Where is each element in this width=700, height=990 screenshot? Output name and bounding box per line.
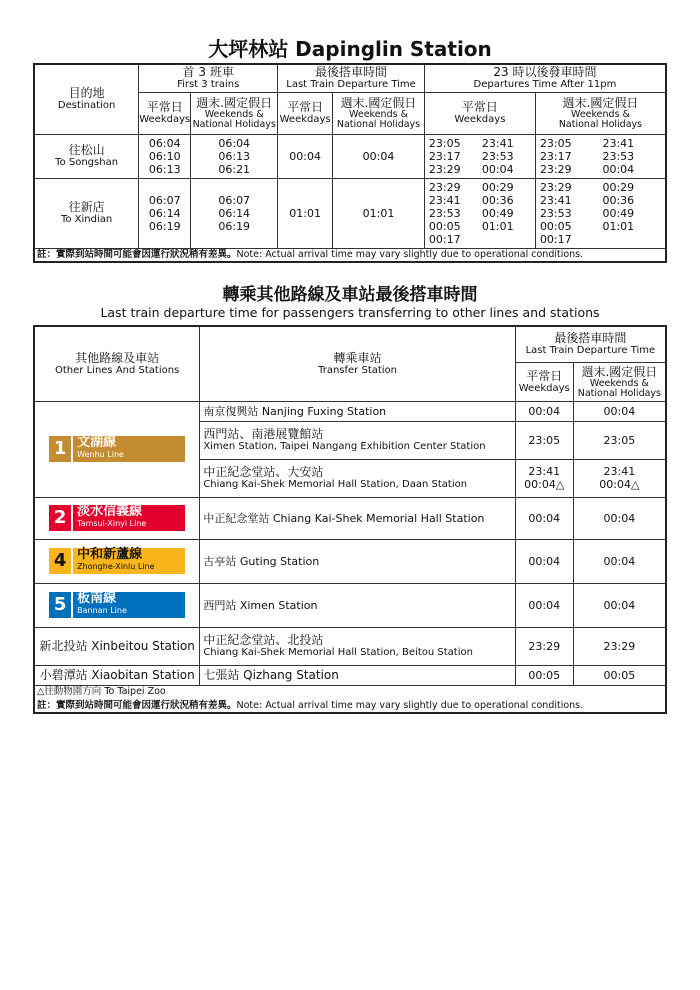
weekday-time: 00:04 [515, 583, 573, 627]
weekday-zh: 平常日 [146, 100, 183, 114]
weekend-time: 00:04 [573, 539, 666, 583]
time: 23:53 [428, 206, 461, 220]
line-name-zh: 文湖線 [77, 435, 117, 450]
weekend-en2: National Holidays [558, 119, 643, 130]
after-11pm-en: Departures Time After 11pm [473, 79, 617, 91]
time: 06:14 [218, 206, 251, 220]
table-row [34, 539, 666, 583]
station-title: 大坪林站 Dapinglin Station [208, 37, 492, 61]
time: 00:17 [428, 232, 461, 246]
time: 06:10 [148, 149, 181, 163]
transfer-station: 南京復興站 Nanjing Fuxing Station [200, 401, 515, 421]
first-weekend-cell [191, 178, 278, 248]
first-weekday-cell [139, 134, 191, 178]
time: 23:41 [481, 136, 514, 150]
last-train-header [278, 64, 425, 92]
weekday-time: 00:04 [515, 497, 573, 539]
time: 23:05 [428, 136, 461, 150]
last-weekend-header [333, 92, 425, 134]
time: 23:41 [602, 136, 635, 150]
table-row [34, 401, 666, 421]
destination-cell [34, 134, 139, 178]
time: 23:17 [539, 149, 572, 163]
last-train-en: Last Train Departure Time [286, 79, 416, 91]
last-train-header [515, 326, 666, 362]
weekend-en1: Weekends & [349, 109, 408, 120]
destination-header-zh: 目的地 [68, 86, 105, 101]
weekday-time: 00:05 [515, 665, 573, 685]
last-weekend-cell: 00:04 [333, 134, 425, 178]
station-zh: 西門站、南港展覽館站 [203, 427, 324, 441]
time: 00:36 [602, 193, 635, 207]
after-weekend-header [535, 92, 666, 134]
first-trains-en: First 3 trains [177, 79, 240, 91]
weekday-en: Weekdays [139, 114, 191, 125]
weekend-time: 23:29 [573, 627, 666, 665]
station-header-zh: 轉乘車站 [333, 350, 382, 365]
weekday-zh: 平常日 [461, 100, 498, 114]
table-row [34, 134, 666, 178]
last-weekday-cell: 00:04 [278, 134, 333, 178]
weekend-en1: Weekends & [570, 109, 630, 120]
line-badge-zhonghe-xinlu [49, 548, 185, 574]
time: 01:01 [481, 219, 514, 233]
line-name-en: Wenhu Line [77, 450, 124, 459]
last-train-zh: 最後搭車時間 [315, 65, 388, 80]
transfer-station [200, 459, 515, 497]
line-badge-tamsui-xinyi [49, 505, 185, 531]
after-weekend-cell [535, 134, 666, 178]
station-zh: 中正紀念堂站、大安站 [203, 465, 324, 479]
time: 23:29 [428, 180, 461, 194]
lines-header-zh: 其他路線及車站 [75, 350, 160, 365]
weekend-time: 23:05 [573, 421, 666, 459]
time: 00:49 [481, 206, 514, 220]
transfer-station [200, 627, 515, 665]
time: 00:05 [428, 219, 461, 233]
last-en: Last Train Departure Time [525, 345, 656, 357]
dest-zh: 往新店 [68, 200, 105, 214]
line-name-en: Zhonghe-Xinlu Line [77, 562, 155, 571]
time: 23:05 [539, 136, 572, 150]
timetable-table [33, 63, 667, 263]
table-row [34, 178, 666, 248]
table1-note [34, 248, 666, 262]
time: 23:41 [428, 193, 461, 207]
station-header [200, 326, 515, 401]
transfer-station: 中正紀念堂站 Chiang Kai-Shek Memorial Hall Station [200, 497, 515, 539]
transfer-station [200, 421, 515, 459]
weekend-time: 00:04 [573, 497, 666, 539]
zoo-note: △往動物園方向 To Taipei Zoo [34, 685, 666, 699]
last-weekday-cell: 01:01 [278, 178, 333, 248]
line-number: 1 [49, 436, 73, 462]
lines-header-en: Other Lines And Stations [55, 364, 180, 376]
after-weekday-cell [424, 134, 535, 178]
transfer-subtitle: Last train departure time for passengers transferring to other lines and stations [100, 305, 600, 320]
line-number: 2 [49, 505, 73, 531]
weekday-time: 23:29 [515, 627, 573, 665]
line-badge-bannan [49, 592, 185, 618]
transfer-station: 古亭站 Guting Station [200, 539, 515, 583]
table-row [34, 627, 666, 665]
after-weekday-cell [424, 178, 535, 248]
table2-note [34, 699, 666, 713]
time: 00:17 [539, 232, 572, 246]
dest-en: To Songshan [55, 157, 119, 168]
note-zh: 註：實際到站時間可能會因運行狀況稍有差異。 [37, 699, 237, 711]
table-row [34, 583, 666, 627]
destination-cell [34, 178, 139, 248]
first-weekend-cell [191, 134, 278, 178]
weekend-time: 00:04 [573, 583, 666, 627]
time: 00:49 [602, 206, 635, 220]
destination-header-en: Destination [57, 100, 116, 112]
time: 23:41 [539, 193, 572, 207]
table-row [34, 665, 666, 685]
weekend-en2: National Holidays [336, 119, 421, 130]
time: 06:13 [148, 162, 181, 176]
weekday-time: 00:04 [515, 539, 573, 583]
time: 06:07 [218, 193, 251, 207]
weekend-zh: 週末.國定假日 [196, 96, 273, 110]
station-en: Ximen Station, Taipei Nangang Exhibition Center Station [203, 441, 486, 452]
after-weekend-cell [535, 178, 666, 248]
time: 23:53 [481, 149, 514, 163]
transfer-table [33, 325, 667, 714]
lines-header [34, 326, 200, 401]
weekend-zh: 週末.國定假日 [581, 364, 658, 379]
last-weekend-cell: 01:01 [333, 178, 425, 248]
time: 23:29 [539, 180, 572, 194]
transfer-station: 西門站 Ximen Station [200, 583, 515, 627]
weekday-en: Weekdays [454, 114, 506, 125]
xinbeitou-cell: 新北投站 Xinbeitou Station [34, 627, 200, 665]
dest-en: To Xindian [60, 214, 113, 225]
weekend-en2: National Holidays [192, 119, 276, 130]
transfer-title: 轉乘其他路線及車站最後搭車時間 [222, 285, 478, 305]
after-11pm-zh: 23 時以後發車時間 [493, 65, 597, 80]
weekend-time [573, 459, 666, 497]
transfer-station: 七張站 Qizhang Station [200, 665, 515, 685]
time: 06:14 [148, 206, 181, 220]
time: 06:19 [148, 219, 181, 233]
weekend-time: 00:04 [573, 401, 666, 421]
time: 00:05 [539, 219, 572, 233]
line-name-en: Tamsui-Xinyi Line [77, 519, 147, 528]
station-header-en: Transfer Station [318, 364, 398, 376]
first-weekday-header [139, 92, 191, 134]
dest-zh: 往松山 [68, 143, 105, 157]
weekend-en1: Weekends & [589, 377, 649, 389]
weekend-en2: National Holidays [577, 387, 661, 399]
last-zh: 最後搭車時間 [554, 331, 627, 346]
station-en: Chiang Kai-Shek Memorial Hall Station, Daan Station [203, 479, 468, 490]
note-en: Note: Actual arrival time may vary slightly due to operational conditions. [236, 248, 584, 260]
weekday-time: 23:05 [515, 421, 573, 459]
time: 06:07 [148, 193, 181, 207]
station-en: Chiang Kai-Shek Memorial Hall Station, Beitou Station [203, 647, 473, 658]
time: 23:29 [428, 162, 461, 176]
line-name-zh: 板南線 [77, 591, 117, 606]
weekend-time: 00:05 [573, 665, 666, 685]
weekday-en: Weekdays [279, 114, 331, 125]
time: 23:53 [602, 149, 635, 163]
after-weekday-header [424, 92, 535, 134]
time: 00:04△ [524, 478, 565, 491]
time: 06:21 [218, 162, 251, 176]
station-zh: 中正紀念堂站、北投站 [203, 633, 324, 647]
time: 23:41 [528, 465, 561, 478]
time: 23:29 [539, 162, 572, 176]
time: 00:36 [481, 193, 514, 207]
xiaobitan-cell: 小碧潭站 Xiaobitan Station [34, 665, 200, 685]
weekend-en1: Weekends & [204, 109, 264, 120]
bannan-line-cell [34, 583, 200, 627]
time: 23:41 [603, 465, 636, 478]
time: 01:01 [602, 219, 635, 233]
zhonghe-line-cell [34, 539, 200, 583]
first-trains-header [139, 64, 278, 92]
first-trains-zh: 首 3 班車 [182, 65, 234, 80]
time: 06:19 [218, 219, 251, 233]
table-row [34, 497, 666, 539]
weekend-header [573, 362, 666, 401]
time: 06:04 [218, 136, 251, 150]
weekday-header [515, 362, 573, 401]
last-weekday-header [278, 92, 333, 134]
time: 00:04 [481, 162, 514, 176]
weekday-time [515, 459, 573, 497]
time: 06:13 [218, 149, 251, 163]
note-zh: 註：實際到站時間可能會因運行狀況稍有差異。 [37, 248, 237, 260]
line-name-en: Bannan Line [77, 606, 127, 615]
time: 23:17 [428, 149, 461, 163]
tamsui-line-cell [34, 497, 200, 539]
after-11pm-header [424, 64, 666, 92]
time: 00:29 [481, 180, 514, 194]
time: 00:04 [602, 162, 635, 176]
destination-header [34, 64, 139, 134]
line-badge-wenhu [49, 436, 185, 462]
weekend-zh: 週末.國定假日 [562, 96, 639, 110]
time: 06:04 [148, 136, 181, 150]
first-weekend-header [191, 92, 278, 134]
line-name-zh: 中和新蘆線 [77, 547, 143, 562]
weekend-zh: 週末.國定假日 [340, 96, 417, 110]
weekday-zh: 平常日 [526, 368, 563, 383]
line-number: 5 [49, 592, 73, 618]
weekday-zh: 平常日 [287, 100, 324, 114]
line-number: 4 [49, 548, 73, 574]
weekday-en: Weekdays [518, 382, 570, 394]
time: 00:29 [602, 180, 635, 194]
time: 23:53 [539, 206, 572, 220]
time: 00:04△ [599, 478, 640, 491]
first-weekday-cell [139, 178, 191, 248]
weekday-time: 00:04 [515, 401, 573, 421]
note-en: Note: Actual arrival time may vary slightly due to operational conditions. [236, 699, 584, 711]
line-name-zh: 淡水信義線 [77, 504, 143, 519]
wenhu-line-cell [34, 401, 200, 497]
